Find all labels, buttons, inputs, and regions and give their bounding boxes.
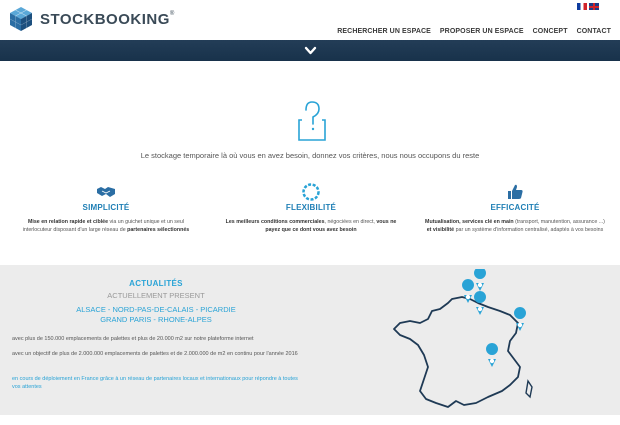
news-subtitle: ACTUELLEMENT PRESENT [107,291,205,300]
feature-efficacite [425,183,605,234]
handshake-icon [96,183,116,201]
fr-flag-icon[interactable] [577,3,587,10]
refresh-circle-icon [301,183,321,201]
map-pin-icon[interactable] [474,269,486,291]
feature-flexibilite [221,183,401,234]
nav-contact[interactable]: CONTACT [576,28,611,35]
intro-tagline: Le stockage temporaire là où vous en avez besoin, donnez vos critères, nous nous occupons du reste [140,151,480,160]
feature-title: SIMPLICITÉ [82,203,130,212]
map-pin-icon[interactable] [474,291,486,315]
stat-objective: avec un objectif de plus de 2.000.000 emplacements de palettes et de 2.000.000 de m2 en continu pour l'année 2016 [12,351,298,357]
nav-concept[interactable]: CONCEPT [532,28,568,35]
uk-flag-icon[interactable] [589,3,599,10]
hero-banner [0,40,620,61]
nav-proposer-un-espace[interactable]: PROPOSER UN ESPACE [439,28,524,35]
nav-rechercher-un-espace[interactable]: RECHERCHER UN ESPACE [337,28,431,35]
footer-strip [0,415,620,425]
site-header [0,0,620,40]
regions-line: GRAND PARIS - RHONE-ALPES [100,315,212,324]
stat-deployment: en cours de déploiement en France grâce à un réseau de partenaires locaux et internationaux pour répondre à toutes vos attentes [12,376,298,390]
stat-current: avec plus de 150.000 emplacements de palettes et plus de 20.000 m2 sur notre plateforme internet [12,336,254,342]
map-pin-icon[interactable] [486,343,498,367]
feature-simplicite [16,183,196,234]
main-nav [337,28,611,35]
feature-text: Les meilleurs conditions commerciales, négociées en direct, vous ne payez que ce dont vous avez besoin [225,219,397,233]
language-switcher [577,3,599,10]
logo[interactable] [8,6,175,32]
chevron-down-icon[interactable] [304,44,317,57]
question-box-icon [296,100,328,142]
feature-title: EFFICACITÉ [490,203,540,212]
cube-logo-icon [8,6,34,32]
news-title: ACTUALITÉS [129,279,183,288]
france-map-icon [390,269,540,415]
news-section [0,265,620,415]
thumbs-up-icon [505,183,525,201]
feature-title: FLEXIBILITÉ [285,203,337,212]
logo-text: STOCKBOOKING® [40,10,175,28]
regions-line: ALSACE - NORD-PAS-DE-CALAIS - PICARDIE [76,305,236,314]
regions-list [0,305,312,325]
map-pin-icon[interactable] [514,307,526,331]
feature-text: Mutualisation, services clé en main (transport, manutention, assurance ...) et visibilité par un système d'information centralisé, adaptés à vos besoins [425,219,605,233]
feature-text: Mise en relation rapide et ciblée via un guichet unique et un seul interlocuteur disposant d'un large réseau de partenaires sélectionnés [22,219,190,233]
